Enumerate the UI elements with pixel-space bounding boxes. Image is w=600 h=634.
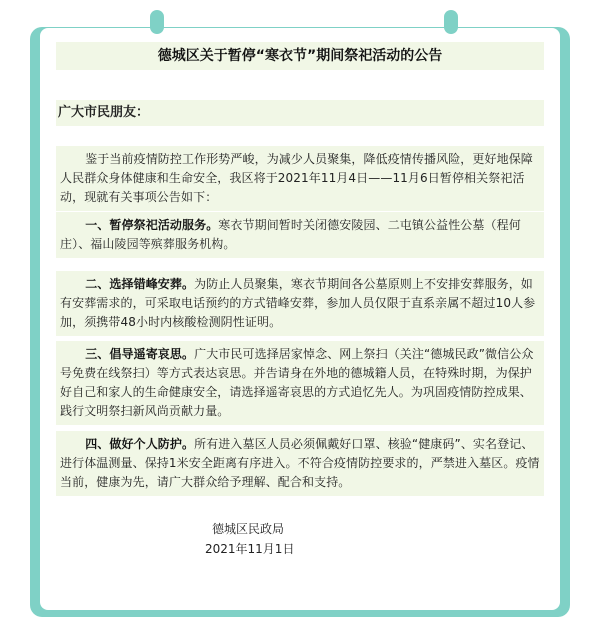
item-heading: 三、倡导遥寄哀思。 [85,347,195,361]
issuer: 德城区民政局 [212,522,285,536]
item-body: 所有进入墓区人员必须佩戴好口罩、核验“健康码”、实名登记、进行体温测量、保持1米安全距离有序进入。不符合疫情防控要求的，严禁进入墓区。疫情当前，健康为先，请广大群众给予理解、配合和支持。 [60,437,540,489]
notice-title: 德城区关于暂停“寒衣节”期间祭祀活动的公告 [56,42,544,70]
binder-tab [444,10,458,34]
notice-content [56,42,544,489]
item-paragraph [56,431,544,496]
item-paragraph [56,212,544,258]
item-heading: 二、选择错峰安葬。 [85,277,195,291]
item-paragraph [56,271,544,336]
item-paragraph [56,341,544,425]
intro-paragraph: 鉴于当前疫情防控工作形势严峻，为减少人员聚集，降低疫情传播风险，更好地保障人民群众身体健康和生命安全，我区将于2021年11月4日——11月6日暂停相关祭祀活动，现就有关事项公告如下： [56,146,544,211]
item-body: 广大市民可选择居家悼念、网上祭扫（关注“德城民政”微信公众号免费在线祭扫）等方式表达哀思。并告请身在外地的德城籍人员，在特殊时期，为保护好自己和家人的生命健康安全，请选择遥寄哀思的方式追忆先人。为巩固疫情防控成果、践行文明祭扫新风尚贡献力量。 [60,347,534,418]
binder-tab [150,10,164,34]
issue-date: 2021年11月1日 [205,542,295,556]
item-heading: 四、做好个人防护。 [85,437,195,451]
item-body: 寒衣节期间暂时关闭德安陵园、二屯镇公益性公墓（程何庄）、福山陵园等殡葬服务机构。 [60,218,521,251]
item-heading: 一、暂停祭祀活动服务。 [85,218,219,232]
greeting: 广大市民朋友： [56,100,544,126]
item-body: 为防止人员聚集，寒衣节期间各公墓原则上不安排安葬服务，如有安葬需求的，可采取电话预约的方式错峰安葬，参加人员仅限于直系亲属不超过10人参加，须携带48小时内核酸检测阴性证明。 [60,277,536,329]
